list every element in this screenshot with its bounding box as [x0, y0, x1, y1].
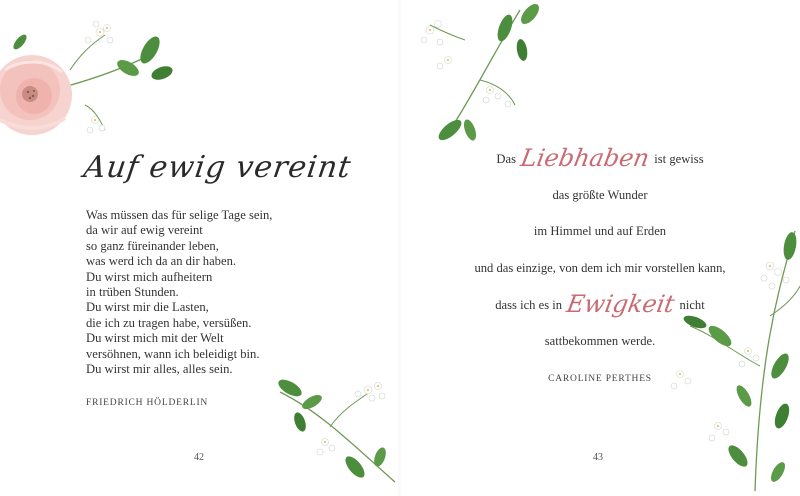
poem-title: Auf ewig vereint — [81, 150, 354, 185]
quote-line: und das einzige, von dem ich mir vorstellen kann, — [474, 260, 726, 275]
quote-text: Das — [496, 152, 516, 166]
blossom-sprig-illustration — [410, 0, 560, 160]
blossom-branch-illustration — [660, 226, 800, 496]
quote-accent-word: Liebhaben — [518, 144, 652, 172]
rose-illustration — [0, 10, 180, 150]
author-name: CAROLINE PERTHES — [548, 374, 652, 384]
poem-line: Du wirst mich aufheitern — [86, 269, 213, 284]
quote-line: im Himmel und auf Erden — [533, 224, 667, 239]
page-number: 42 — [194, 452, 204, 463]
right-page — [400, 0, 800, 496]
quote-text: nicht — [679, 298, 705, 313]
quote-line — [400, 140, 800, 177]
quote-line: sattbekommen werde. — [544, 333, 656, 348]
quote-text: ist gewiss — [654, 152, 704, 166]
poem-line: Was müssen das für selige Tage sein, — [86, 208, 273, 222]
poem-line: so ganz füreinander leben, — [86, 238, 219, 253]
quote-accent-word: Ewigkeit — [564, 290, 677, 319]
poem-body — [86, 208, 272, 377]
poem-line: Du wirst mir die Lasten, — [86, 300, 209, 315]
poem-line: in trüben Stunden. — [86, 285, 179, 300]
author-name: FRIEDRICH HÖLDERLIN — [86, 398, 209, 408]
poem-line: Du wirst mich mit der Welt — [86, 331, 224, 346]
poem-line: da wir auf ewig vereint — [86, 223, 203, 238]
poem-line: Du wirst mir alles, alles sein. — [86, 362, 233, 377]
poem-line: was werd ich da an dir haben. — [86, 254, 237, 269]
poem-line: die ich zu tragen habe, versüßen. — [86, 315, 252, 330]
quote-line: das größte Wunder — [552, 187, 648, 202]
poem-line: versöhnen, wann ich beleidigt bin. — [86, 346, 260, 361]
quote-text: dass ich es in — [495, 298, 563, 313]
blossom-sprig-illustration — [270, 372, 400, 496]
page-number: 43 — [593, 452, 603, 463]
